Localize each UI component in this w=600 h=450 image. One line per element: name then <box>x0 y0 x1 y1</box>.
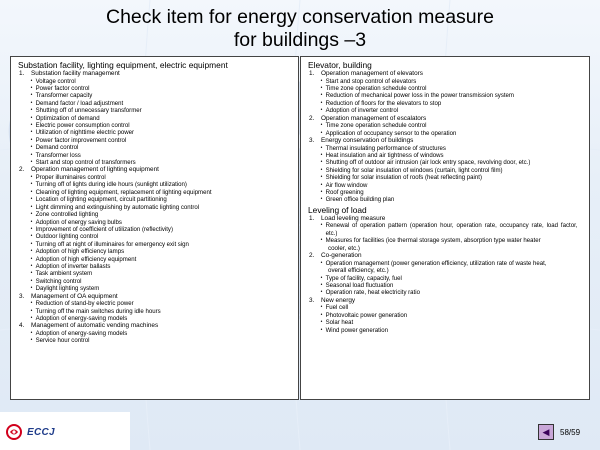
section-heading: Load leveling measure <box>321 214 386 222</box>
eccj-logo-icon <box>6 424 22 440</box>
list-item: • Demand factor / load adjustment <box>15 100 288 107</box>
section-heading: Substation facility management <box>31 70 120 77</box>
list-item: • Application of occupancy sensor to the operation <box>305 130 579 137</box>
list-item: • Improvement of coefficient of utilization (reflectivity) <box>15 226 288 233</box>
section-heading: New energy <box>321 296 356 304</box>
section-number: 3. <box>309 296 315 304</box>
list-item: • Seasonal load fluctuation <box>305 282 579 289</box>
right-panel <box>300 56 590 400</box>
section-heading: Co-generation <box>321 252 362 260</box>
list-item: • Shielding for solar insulation of windows (curtain, light control film) <box>305 167 579 174</box>
left-section-3 <box>15 293 294 323</box>
load-section-1 <box>305 215 585 252</box>
section-number: 4. <box>19 322 25 330</box>
left-section-4 <box>15 322 294 344</box>
list-item: • Reduction of stand-by electric power <box>15 300 288 307</box>
list-item: • Wind power generation <box>305 327 579 334</box>
prev-triangle-icon: ◀︎ <box>542 426 550 437</box>
list-item-continuation: overall efficiency, etc.) <box>328 267 389 275</box>
list-item: • Service hour control <box>15 337 288 344</box>
list-item: • Light dimming and extinguishing by automatic lighting control <box>15 204 288 211</box>
list-item: • Turning off the main switches during idle hours <box>15 308 288 315</box>
list-item: • Adoption of high efficiency equipment <box>15 256 288 263</box>
list-item: • Adoption of high efficiency lamps <box>15 248 288 255</box>
list-item: • Turning off of lights during idle hours (sunlight utilization) <box>15 181 288 188</box>
section-heading: Operation management of elevators <box>321 70 423 77</box>
slide-title <box>0 6 600 52</box>
section-number: 2. <box>309 114 315 122</box>
list-item: • Voltage control <box>15 78 288 85</box>
list-item: • Type of facility, capacity, fuel <box>305 275 579 282</box>
list-item: • Daylight lighting system <box>15 285 288 292</box>
list-item: • Heat insulation and air tightness of windows <box>305 152 579 159</box>
logo-text: ECCJ <box>27 427 55 438</box>
section-number: 1. <box>19 70 25 77</box>
left-section-2 <box>15 166 294 292</box>
list-item: • Thermal insulating performance of structures <box>305 145 579 152</box>
list-item: • Renewal of operation pattern (operation hour, operation rate, occupancy rate, load factor, etc.) <box>305 222 579 237</box>
section-number: 2. <box>19 166 25 174</box>
list-item: • Adoption of energy-saving models <box>15 330 288 337</box>
list-item: • Electric power consumption control <box>15 122 288 129</box>
list-item: • Cleaning of lighting equipment, replacement of lighting equipment <box>15 189 288 196</box>
right-section-1 <box>305 70 585 115</box>
list-item: • Zone controlled lighting <box>15 211 288 218</box>
list-item: • Reduction of mechanical power loss in the power transmission system <box>305 92 579 99</box>
section-number: 1. <box>309 214 315 222</box>
list-item: • Power factor control <box>15 85 288 92</box>
section-number: 1. <box>309 70 315 77</box>
right-panel-title: Elevator, building <box>308 60 372 70</box>
right-section-3 <box>305 137 585 204</box>
right-section-2 <box>305 115 585 137</box>
section-number: 2. <box>309 252 315 260</box>
list-item: • Power factor improvement control <box>15 137 288 144</box>
list-item: • Solar heat <box>305 319 579 326</box>
list-item: • Demand control <box>15 144 288 151</box>
list-item: • Location of lighting equipment, circuit partitioning <box>15 196 288 203</box>
list-item: • Shutting off of unnecessary transformer <box>15 107 288 114</box>
page-number: 58/59 <box>560 428 581 437</box>
load-section-2 <box>305 252 585 297</box>
list-item: • Transformer loss <box>15 152 288 159</box>
list-item: • Green office building plan <box>305 196 579 203</box>
left-panel-title: Substation facility, lighting equipment, electric equipment <box>18 60 228 70</box>
left-panel <box>10 56 299 400</box>
list-item: • Turning off at night of illuminaires for emergency exit sign <box>15 241 288 248</box>
title-line-2: for buildings –3 <box>233 29 367 51</box>
section-heading: Management of OA equipment <box>31 292 118 300</box>
section-number: 3. <box>19 292 25 300</box>
list-item: • Operation management (power generation efficiency, utilization rate of waste heat, <box>305 260 579 267</box>
list-item: • Time zone operation schedule control <box>305 85 579 92</box>
list-item: • Transformer capacity <box>15 92 288 99</box>
list-item: • Adoption of inverter ballasts <box>15 263 288 270</box>
list-item: • Switching control <box>15 278 288 285</box>
list-item: • Shielding for solar insulation of roofs (heat reflecting paint) <box>305 174 579 181</box>
section-number: 3. <box>309 137 315 145</box>
list-item-continuation: cooler, etc.) <box>328 244 360 252</box>
list-item: • Optimization of demand <box>15 115 288 122</box>
list-item: • Start and stop control of transformers <box>15 159 288 166</box>
prev-slide-button[interactable] <box>538 424 554 440</box>
list-item: • Photovoltaic power generation <box>305 312 579 319</box>
list-item: • Adoption of inverter control <box>305 107 579 114</box>
load-leveling-subtitle: Leveling of load <box>308 204 367 215</box>
list-item: • Air flow window <box>305 182 579 189</box>
list-item: • Measures for facilities (ice thermal storage system, absorption type water heater <box>305 237 579 244</box>
section-heading: Operation management of lighting equipment <box>31 166 159 174</box>
section-heading: Operation management of escalators <box>321 114 427 122</box>
list-item: • Utilization of nighttime electric power <box>15 129 288 136</box>
title-line-1: Check item for energy conservation measure <box>105 6 494 28</box>
section-heading: Management of automatic vending machines <box>31 322 159 330</box>
list-item: • Task ambient system <box>15 270 288 277</box>
list-item: • Fuel cell <box>305 304 579 311</box>
list-item: • Reduction of floors for the elevators to stop <box>305 100 579 107</box>
section-heading: Energy conservation of buildings <box>321 137 414 145</box>
list-item: • Adoption of energy saving bulbs <box>15 219 288 226</box>
list-item: • Start and stop control of elevators <box>305 78 579 85</box>
left-section-1 <box>15 70 294 166</box>
list-item: • Proper illuminaires control <box>15 174 288 181</box>
list-item: • Operation rate, heat electricity ratio <box>305 289 579 296</box>
list-item: • Adoption of energy-saving models <box>15 315 288 322</box>
load-section-3 <box>305 297 585 334</box>
list-item: • Outdoor lighting control <box>15 233 288 240</box>
list-item: • Time zone operation schedule control <box>305 122 579 129</box>
list-item: • Roof greening <box>305 189 579 196</box>
list-item: • Shutting off of outdoor air intrusion (air lock entry space, revolving door, etc.) <box>305 159 579 166</box>
